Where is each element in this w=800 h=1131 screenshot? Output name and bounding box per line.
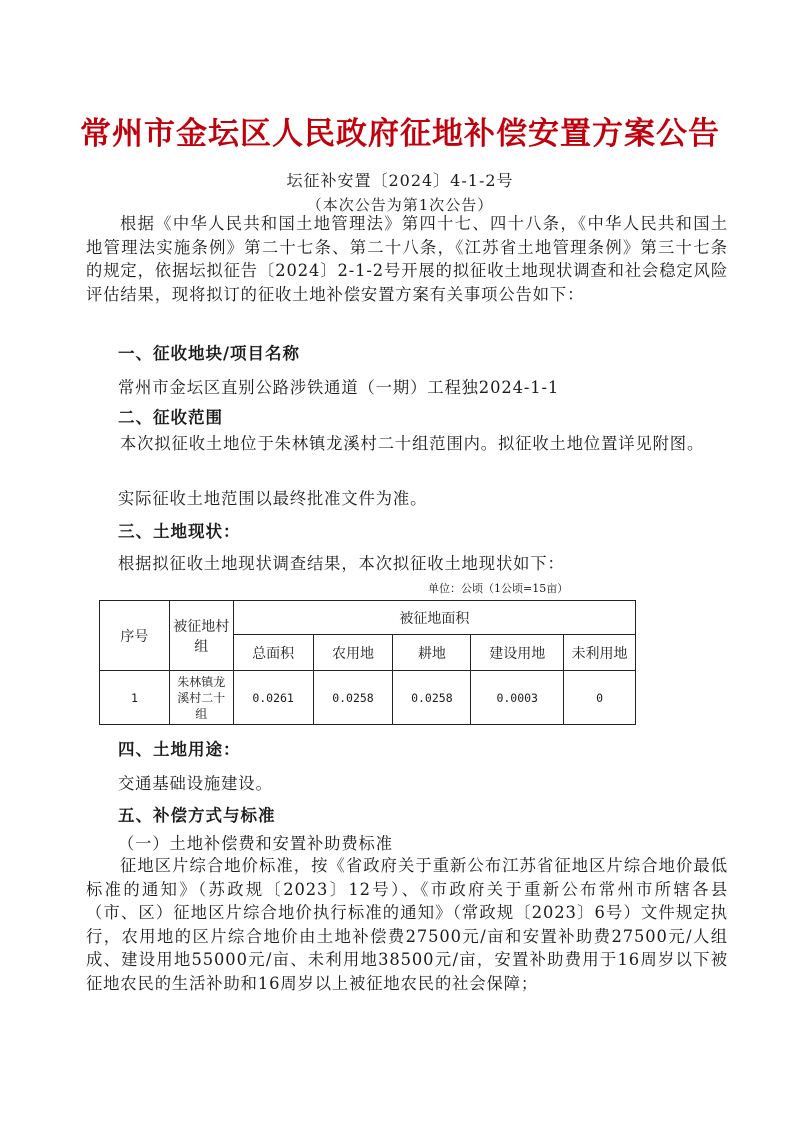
header-construction-land: 建设用地 bbox=[471, 635, 564, 671]
section-1-text: 常州市金坛区直别公路涉铁通道（一期）工程独2024-1-1 bbox=[118, 378, 560, 397]
cell-total-area: 0.0261 bbox=[233, 671, 313, 725]
section-2-heading: 二、征收范围 bbox=[118, 408, 223, 427]
intro-paragraph: 根据《中华人民共和国土地管理法》第四十七、四十八条，《中华人民共和国土地管理法实施条例》第二十七条、第二十八条，《江苏省土地管理条例》第三十七条的规定，依据坛拟征告〔2024〕2-1-2号开展的拟征收土地现状调查和社会稳定风险评估结果，现将拟订的征收土地补偿安置方案有关事项公告如下： bbox=[86, 214, 728, 304]
header-farmland: 耕地 bbox=[393, 635, 471, 671]
section-1-heading: 一、征收地块/项目名称 bbox=[118, 344, 301, 363]
notice-number: （本次公告为第1次公告） bbox=[306, 196, 494, 214]
cell-agricultural-land: 0.0258 bbox=[313, 671, 393, 725]
section-5-heading: 五、补偿方式与标准 bbox=[118, 806, 276, 825]
section-3-heading: 三、土地现状： bbox=[118, 522, 241, 541]
section-5-subheading: （一）土地补偿费和安置补助费标准 bbox=[118, 834, 393, 853]
cell-village: 朱林镇龙溪村二十组 bbox=[169, 671, 233, 725]
header-area-group: 被征地面积 bbox=[233, 601, 635, 635]
unit-note: 单位：公顷（1公顷=15亩） bbox=[428, 582, 569, 595]
section-2-text-2: 实际征收土地范围以最终批准文件为准。 bbox=[118, 489, 428, 508]
land-status-table bbox=[99, 600, 636, 725]
section-4-text: 交通基础设施建设。 bbox=[118, 774, 273, 793]
cell-unused-land: 0 bbox=[564, 671, 636, 725]
cell-farmland: 0.0258 bbox=[393, 671, 471, 725]
section-5-text: 征地区片综合地价标准，按《省政府关于重新公布江苏省征地区片综合地价最低标准的通知》（苏政规〔2023〕12号）、《市政府关于重新公布常州市所辖各县（市、区）征地区片综合地价执行标准的通知》（常政规〔2023〕6号）文件规定执行，农用地的区片综合地价由土地补偿费27500元/亩和安置补助费27500元/人组成、建设用地55000元/亩、未利用地38500元/亩，安置补助费用于16周岁以下被征地农民的生活补助和16周岁以上被征地农民的社会保障； bbox=[86, 856, 728, 993]
section-2-text-1: 本次拟征收土地位于朱林镇龙溪村二十组范围内。拟征收土地位置详见附图。 bbox=[120, 434, 705, 453]
header-seq: 序号 bbox=[100, 601, 170, 671]
cell-construction-land: 0.0003 bbox=[471, 671, 564, 725]
section-4-heading: 四、土地用途： bbox=[118, 740, 241, 759]
section-3-text: 根据拟征收土地现状调查结果，本次拟征收土地现状如下： bbox=[118, 554, 565, 573]
page-title: 常州市金坛区人民政府征地补偿安置方案公告 bbox=[80, 116, 720, 152]
header-total-area: 总面积 bbox=[233, 635, 313, 671]
cell-seq: 1 bbox=[100, 671, 170, 725]
header-village: 被征地村组 bbox=[169, 601, 233, 671]
table-row bbox=[100, 671, 636, 725]
document-number: 坛征补安置〔2024〕4-1-2号 bbox=[286, 171, 514, 190]
header-agricultural-land: 农用地 bbox=[313, 635, 393, 671]
header-unused-land: 未利用地 bbox=[564, 635, 636, 671]
